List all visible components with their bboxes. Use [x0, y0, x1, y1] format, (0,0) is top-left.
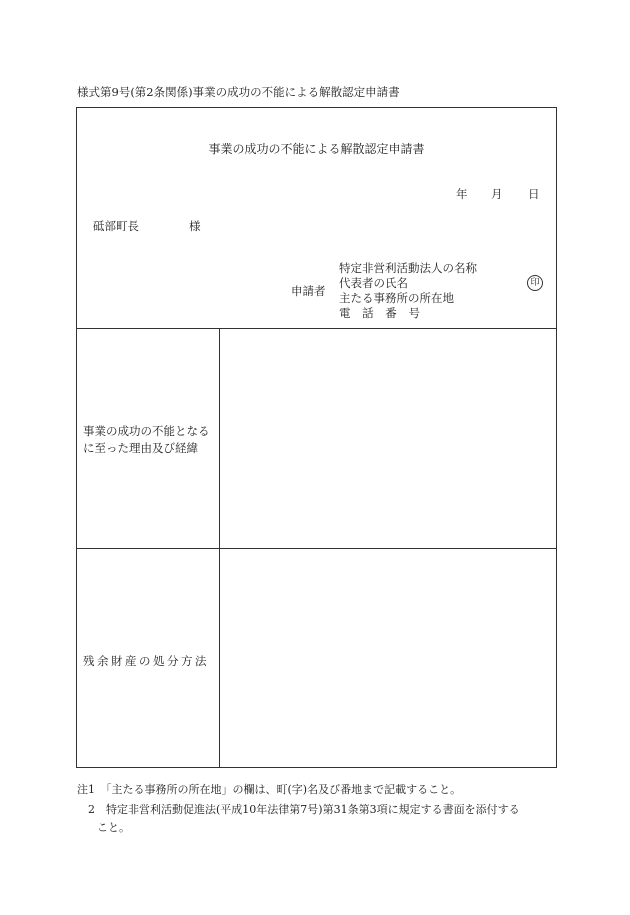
- reason-input-area[interactable]: [220, 329, 556, 547]
- disposal-input-area[interactable]: [220, 549, 556, 767]
- applicant-field-org-name: 特定非営利活動法人の名称: [339, 261, 477, 275]
- note-2: 2 特定非営利活動促進法(平成10年法律第7号)第31条第3項に規定する書面を添付する: [88, 803, 520, 816]
- date-day-label: 日: [528, 187, 540, 201]
- application-form: [76, 107, 557, 768]
- form-number-caption: 様式第9号(第2条関係)事業の成功の不能による解散認定申請書: [77, 85, 400, 99]
- date-year-label: 年: [456, 187, 468, 201]
- note-1: 注1 「主たる事務所の所在地」の欄は、町(字)名及び番地まで記載すること。: [77, 783, 462, 796]
- applicant-field-phone: 電 話 番 号: [339, 306, 424, 320]
- addressee-name: 砥部町長: [93, 219, 139, 233]
- seal-icon: 印: [527, 275, 543, 291]
- date-month-label: 月: [491, 187, 503, 201]
- applicant-field-office-address: 主たる事務所の所在地: [339, 291, 454, 305]
- applicant-label: 申請者: [291, 284, 326, 298]
- form-title: 事業の成功の不能による解散認定申請書: [208, 142, 425, 156]
- reason-row-label: 事業の成功の不能となるに至った理由及び経緯: [83, 424, 210, 455]
- note-2-continuation: こと。: [97, 821, 130, 834]
- disposal-row-label: 残余財産の処分方法: [83, 654, 209, 668]
- addressee-honorific: 様: [189, 219, 201, 233]
- applicant-field-representative: 代表者の氏名: [339, 276, 408, 290]
